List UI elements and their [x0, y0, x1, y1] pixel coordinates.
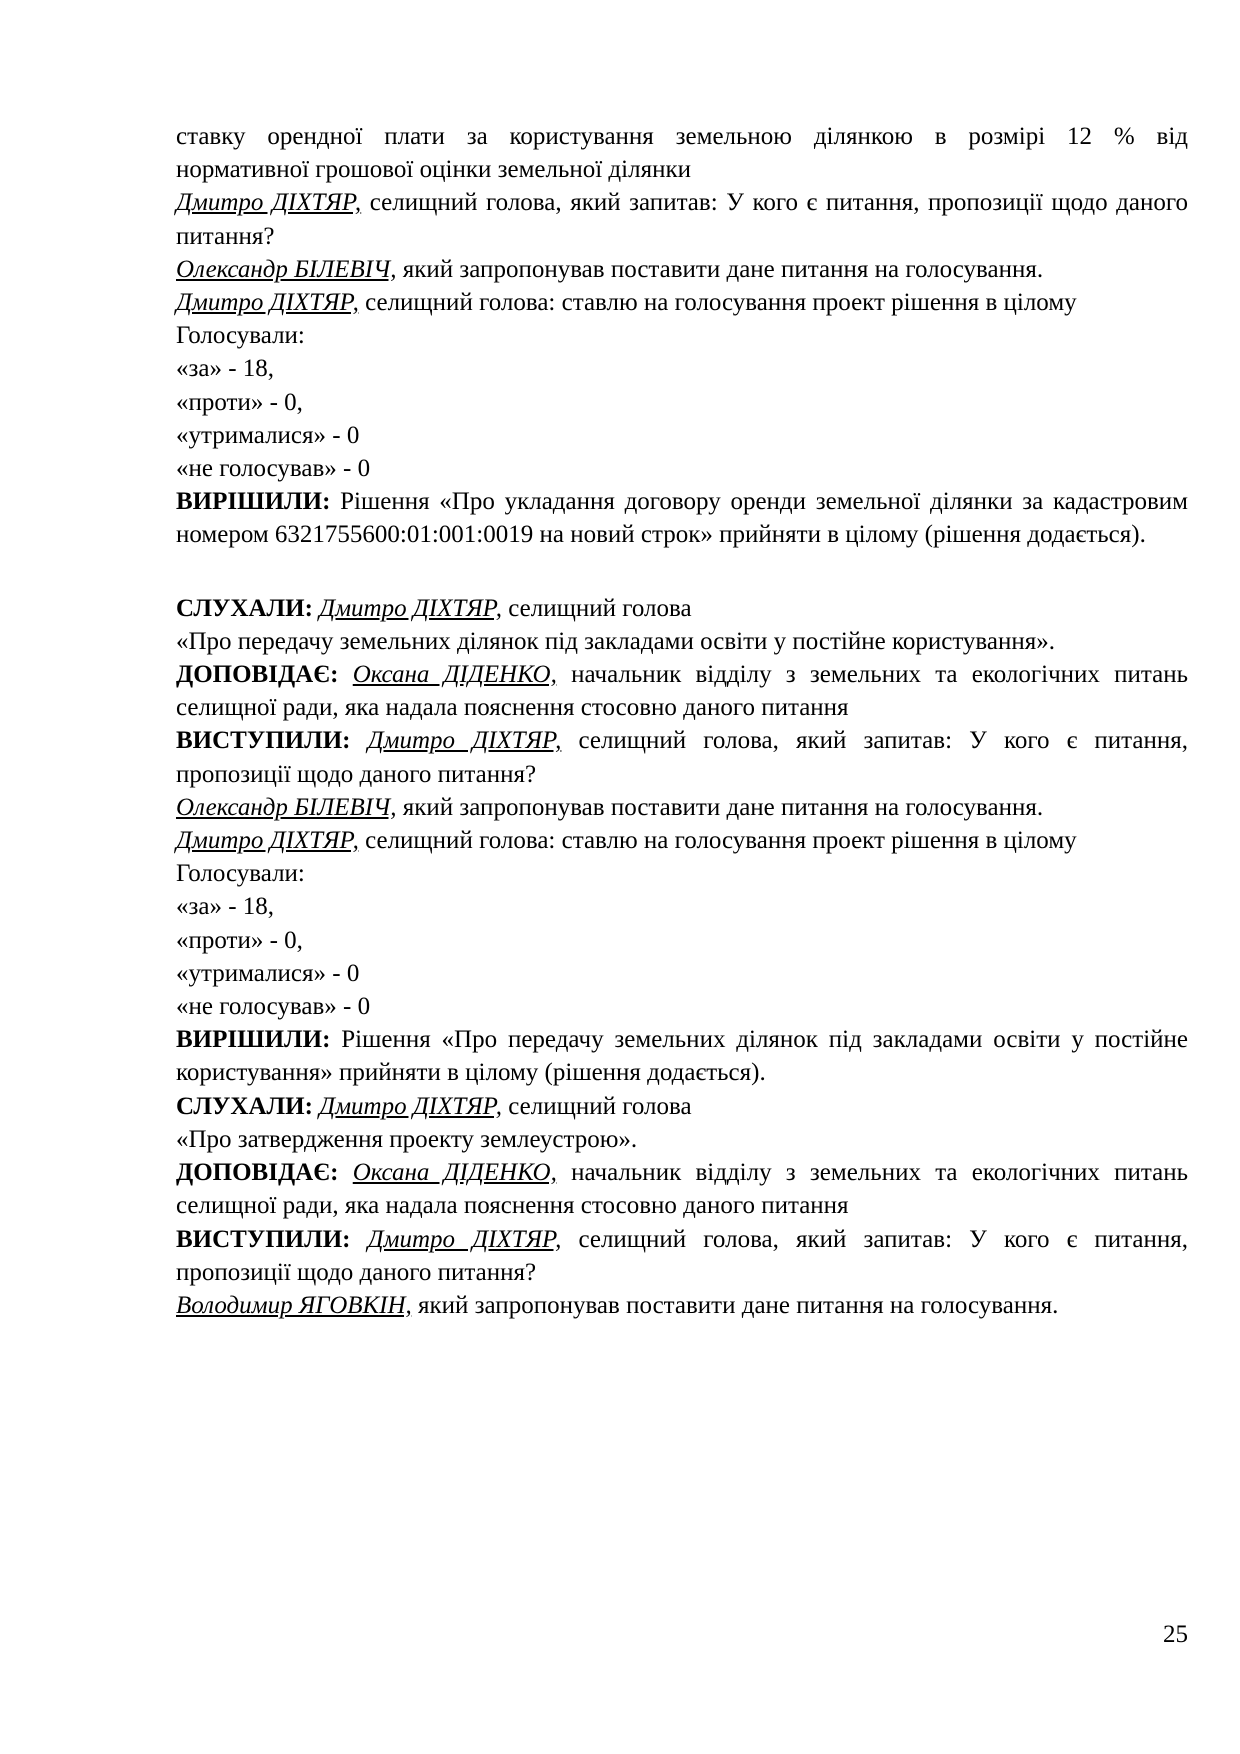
- vote-against: «проти» - 0,: [176, 926, 303, 954]
- document-body: [176, 120, 1188, 1322]
- paragraph-text: селищний голова: [502, 1092, 692, 1120]
- vote-not-voted: «не голосував» - 0: [176, 455, 371, 483]
- paragraph-proposal: [176, 253, 1188, 286]
- heard-label: СЛУХАЛИ:: [176, 1092, 313, 1120]
- paragraph-heard: [176, 1090, 1188, 1123]
- paragraph-text: «Про затвердження проекту землеустрою».: [176, 1125, 638, 1153]
- paragraph-speeches: [176, 724, 1188, 790]
- speaker-name: Володимир ЯГОВКІН,: [176, 1291, 412, 1319]
- vote-not-voted: «не голосував» - 0: [176, 993, 371, 1021]
- section-gap: [176, 552, 1188, 592]
- page-number: 25: [1163, 1621, 1188, 1648]
- speaker-name: Оксана ДІДЕНКО,: [352, 1159, 557, 1187]
- speaker-name: Дмитро ДІХТЯР,: [319, 1092, 502, 1120]
- paragraph-text: селищний голова, який запитав: У кого є питання, пропозиції щодо даного питання?: [176, 189, 1189, 250]
- decision-label: ВИРІШИЛИ:: [176, 1026, 331, 1054]
- speaker-name: Дмитро ДІХТЯР,: [176, 827, 359, 855]
- paragraph-vote-call: [176, 286, 1188, 319]
- speeches-label: ВИСТУПИЛИ:: [176, 727, 351, 755]
- voted-label: Голосували:: [176, 322, 305, 350]
- speaker-name: Дмитро ДІХТЯР,: [367, 727, 562, 755]
- paragraph-text: який запропонував поставити дане питання на голосування.: [411, 1291, 1059, 1319]
- speaker-name: Олександр БІЛЕВІЧ,: [176, 255, 397, 283]
- vote-abstained: «утрималися» - 0: [176, 421, 360, 449]
- paragraph-text: селищний голова, який запитав: У кого є питання, пропозиції щодо даного питання?: [176, 727, 1189, 788]
- paragraph-text: який запропонував поставити дане питання на голосування.: [396, 793, 1044, 821]
- paragraph-chair-question: [176, 186, 1188, 252]
- paragraph-report: [176, 1156, 1188, 1222]
- speaker-name: Дмитро ДІХТЯР,: [176, 289, 359, 317]
- paragraph-text: начальник відділу з земельних та екологічних питань селищної ради, яка надала пояснення стосовно даного питання: [176, 661, 1189, 722]
- vote-against: «проти» - 0,: [176, 388, 303, 416]
- paragraph-topic: [176, 1123, 1188, 1156]
- speaker-name: Дмитро ДІХТЯР,: [176, 189, 362, 217]
- speaker-name: Оксана ДІДЕНКО,: [352, 661, 557, 689]
- paragraph-decision: [176, 1023, 1188, 1089]
- paragraph-text: Рішення «Про передачу земельних ділянок під закладами освіти у постійне користування» прийняти в цілому (рішення додається).: [176, 1026, 1188, 1087]
- report-label: ДОПОВІДАЄ:: [176, 1159, 339, 1187]
- paragraph-text: «Про передачу земельних ділянок під закладами освіти у постійне користування».: [176, 627, 1055, 655]
- voted-label: Голосували:: [176, 860, 305, 888]
- paragraph-topic: [176, 625, 1188, 658]
- paragraph-text: начальник відділу з земельних та екологічних питань селищної ради, яка надала пояснення стосовно даного питання: [176, 1159, 1189, 1220]
- paragraph-report: [176, 658, 1188, 724]
- heard-label: СЛУХАЛИ:: [176, 594, 313, 622]
- vote-for: «за» - 18,: [176, 355, 275, 383]
- paragraph-decision: [176, 485, 1188, 551]
- paragraph-proposal: [176, 791, 1188, 824]
- paragraph-text: селищний голова: ставлю на голосування проект рішення в цілому: [358, 289, 1077, 317]
- paragraph-rent-rate-line2: [176, 153, 1188, 186]
- speaker-name: Дмитро ДІХТЯР,: [319, 594, 502, 622]
- vote-for: «за» - 18,: [176, 893, 275, 921]
- paragraph-text: селищний голова, який запитав: У кого є питання, пропозиції щодо даного питання?: [176, 1225, 1189, 1286]
- paragraph-text: селищний голова: [502, 594, 692, 622]
- report-label: ДОПОВІДАЄ:: [176, 661, 339, 689]
- paragraph-speeches: [176, 1223, 1188, 1289]
- paragraph-heard: [176, 592, 1188, 625]
- speeches-label: ВИСТУПИЛИ:: [176, 1225, 351, 1253]
- paragraph-text: селищний голова: ставлю на голосування проект рішення в цілому: [358, 827, 1077, 855]
- paragraph-text: нормативної грошової оцінки земельної ділянки: [176, 156, 691, 184]
- decision-label: ВИРІШИЛИ:: [176, 488, 331, 516]
- paragraph-rent-rate-line1: [176, 120, 1188, 153]
- speaker-name: Дмитро ДІХТЯР,: [367, 1225, 562, 1253]
- paragraph-text: ставку орендної плати за користування земельною ділянкою в розмірі 12 % від: [176, 123, 1188, 150]
- paragraph-vote-call: [176, 824, 1188, 857]
- paragraph-proposal: [176, 1289, 1188, 1322]
- speaker-name: Олександр БІЛЕВІЧ,: [176, 793, 397, 821]
- paragraph-text: який запропонував поставити дане питання на голосування.: [396, 255, 1044, 283]
- vote-abstained: «утрималися» - 0: [176, 959, 360, 987]
- paragraph-text: Рішення «Про укладання договору оренди земельної ділянки за кадастровим номером 6321755600:01:001:0019 на новий строк» прийняти в цілому (рішення додається).: [176, 488, 1188, 549]
